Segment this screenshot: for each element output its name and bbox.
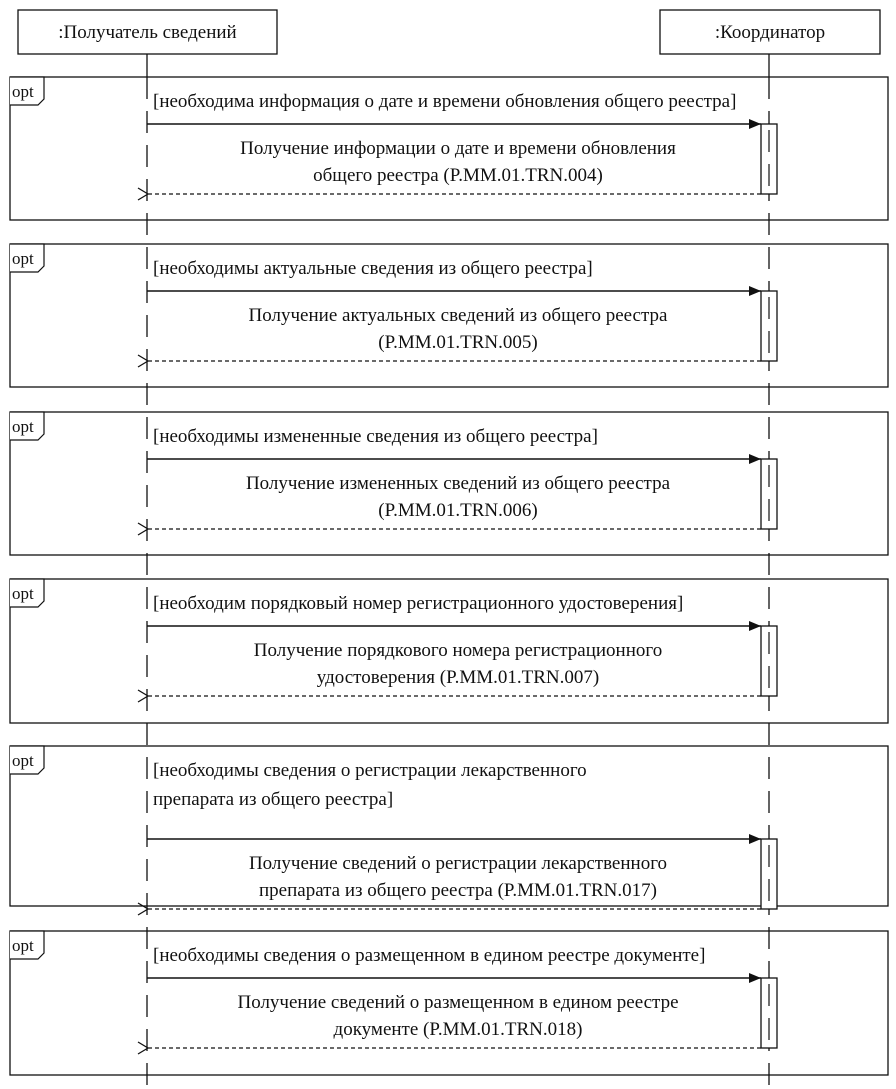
message-label: (P.MM.01.TRN.005) bbox=[378, 332, 538, 353]
message-label: Получение сведений о размещенном в едином реестре bbox=[237, 992, 679, 1013]
guard-condition: [необходима информация о дате и времени обновления общего реестра] bbox=[153, 91, 737, 112]
guard-condition: [необходимы сведения о регистрации лекарственного bbox=[153, 760, 587, 781]
message-label: Получение информации о дате и времени обновления bbox=[240, 138, 676, 159]
message-label: препарата из общего реестра (P.MM.01.TRN.017) bbox=[259, 880, 657, 901]
operator-label: opt bbox=[12, 249, 34, 268]
lifelines bbox=[147, 54, 769, 1089]
opt-fragment bbox=[10, 746, 888, 909]
message-label: Получение актуальных сведений из общего реестра bbox=[248, 305, 668, 326]
participant-label: :Получатель сведений bbox=[58, 22, 237, 43]
message-label: общего реестра (P.MM.01.TRN.004) bbox=[313, 165, 603, 186]
message-label: удостоверения (P.MM.01.TRN.007) bbox=[316, 667, 600, 688]
guard-condition: препарата из общего реестра] bbox=[153, 789, 394, 810]
message-label: (P.MM.01.TRN.006) bbox=[378, 500, 538, 521]
opt-fragment bbox=[10, 77, 888, 220]
message-label: документе (P.MM.01.TRN.018) bbox=[333, 1019, 583, 1040]
operator-label: opt bbox=[12, 584, 34, 603]
opt-fragment bbox=[10, 579, 888, 723]
guard-condition: [необходимы сведения о размещенном в едином реестре документе] bbox=[153, 945, 706, 966]
operator-label: opt bbox=[12, 751, 34, 770]
operator-label: opt bbox=[12, 936, 34, 955]
opt-fragment bbox=[10, 931, 888, 1075]
guard-condition: [необходимы актуальные сведения из общего реестра] bbox=[153, 258, 593, 279]
fragments bbox=[10, 77, 888, 1075]
opt-fragment bbox=[10, 412, 888, 555]
participant-recipient[interactable] bbox=[18, 10, 277, 54]
operator-label: opt bbox=[12, 82, 34, 101]
guard-condition: [необходимы измененные сведения из общего реестра] bbox=[153, 426, 598, 447]
message-label: Получение порядкового номера регистрационного bbox=[253, 640, 663, 661]
message-label: Получение сведений о регистрации лекарственного bbox=[248, 853, 668, 874]
operator-label: opt bbox=[12, 417, 34, 436]
opt-fragment bbox=[10, 244, 888, 387]
guard-condition: [необходим порядковый номер регистрационного удостоверения] bbox=[153, 593, 684, 614]
participant-coordinator[interactable] bbox=[660, 10, 880, 54]
message-label: Получение измененных сведений из общего реестра bbox=[245, 473, 671, 494]
participant-label: :Координатор bbox=[714, 22, 826, 43]
